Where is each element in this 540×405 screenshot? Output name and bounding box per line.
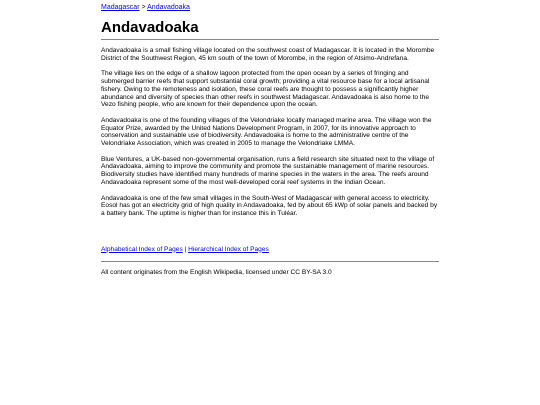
footer-links — [101, 245, 439, 262]
article-content — [101, 47, 439, 218]
alphabetical-index-link[interactable]: Alphabetical Index of Pages — [101, 245, 183, 253]
paragraph-electricity: Andavadoaka is one of the few small villages in the South-West of Madagascar with general access to electricity. Eosol has got an electricity grid of high quality in Andavadoaka, fed by about 65 kWp of solar panels and backed by a battery bank. The uptime is higher than for instance this in Tuléar. — [101, 194, 438, 217]
page-container — [101, 0, 439, 277]
paragraph-blue-ventures: Blue Ventures, a UK-based non-governmental organisation, runs a field research site situated next to the village of Andavadoaka, aiming to improve the community and promote the sustainable management of marine resources. Biodiversity studies have identified many hundreds of marine species in the waters in the area. The reefs around Andavadoaka represent some of the most well-developed coral reef systems in the Indian Ocean. — [101, 155, 435, 186]
breadcrumb-link-andavadoaka[interactable]: Andavadoaka — [147, 4, 190, 11]
paragraph-intro: Andavadoaka is a small fishing village located on the southwest coast of Madagascar. It is located in the Morombe District of the Southwest Region, 45 km south of the town of Morombe, in the region of Atsimo-Andrefana. — [101, 47, 435, 62]
license-notice: All content originates from the English Wikipedia, licensed under CC BY-SA 3.0 — [101, 268, 332, 276]
page-title: Andavadoaka — [101, 19, 439, 40]
breadcrumb-separator: > — [141, 4, 148, 11]
breadcrumb — [101, 3, 439, 12]
breadcrumb-link-madagascar[interactable]: Madagascar — [101, 4, 140, 11]
paragraph-lagoon: The village lies on the edge of a shallow lagoon protected from the open ocean by a series of fringing and submerged barrier reefs that support substantial coral growth; providing a vital resource base for a local artisanal fishery. Owing to the remoteness and isolation, these coral reefs are thought to possess a significantly higher abundance and diversity of species than other reefs in southwest Madagascar. Andavadoaka is also home to the Vezo fishing people, who are known for their dependence upon the ocean. — [101, 70, 430, 109]
footer-link-separator: | — [184, 245, 189, 253]
paragraph-velondriake: Andavadoaka is one of the founding villages of the Velondriake locally managed marine area. The village won the Equator Prize, awarded by the United Nations Development Program, in 2007, for its innovative approach to conservation and sustainable use of biodiversity. Andavadoaka is home to the administrative centre of the Velondriake Association, which was created in 2005 to manage the Velondriake LMMA. — [101, 116, 432, 148]
hierarchical-index-link[interactable]: Hierarchical Index of Pages — [188, 245, 269, 253]
